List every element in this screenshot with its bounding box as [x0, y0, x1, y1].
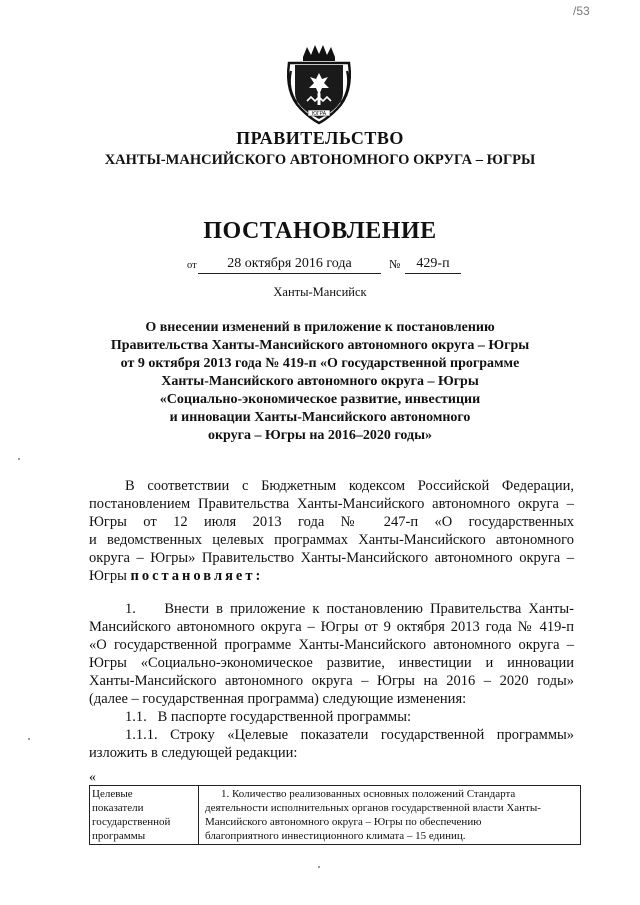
subitem-line: 1.1.1. Строку «Целевые показатели государственной программы» — [125, 727, 574, 743]
heading-line: Ханты-Мансийского автономного округа – Югры — [161, 374, 479, 389]
paragraph-line: В соответствии с Бюджетным кодексом Российской Федерации, — [125, 478, 574, 494]
item-1-paragraph — [89, 600, 574, 762]
table-row — [90, 786, 581, 845]
target-indicators-table — [89, 785, 581, 845]
scan-speck — [28, 738, 30, 740]
paragraph-line: и ведомственных целевых программах Ханты-Мансийского автономного — [89, 532, 574, 548]
paragraph-line: 1. Внести в приложение к постановлению Правительства Ханты- — [125, 601, 574, 617]
paragraph-line: Мансийского автономного округа – Югры от 9 октября 2013 года № 419-п — [89, 619, 574, 635]
value-line: деятельности исполнительных органов государственной власти Ханты- — [205, 802, 541, 814]
label-line: Целевые — [92, 788, 133, 800]
quote-open-mark: « — [89, 770, 96, 785]
heading-line: округа – Югры на 2016–2020 годы» — [207, 428, 433, 443]
paragraph-line — [89, 567, 574, 585]
label-line: программы — [92, 830, 146, 842]
document-type: ПОСТАНОВЛЕНИЕ — [203, 218, 437, 244]
paragraph-line: изложить в следующей редакции: — [89, 745, 298, 761]
document-date: 28 октября 2016 года — [198, 254, 381, 274]
table-value-cell — [199, 786, 581, 845]
date-prefix: от — [187, 260, 197, 271]
decree-word: постановляет: — [130, 568, 264, 584]
paragraph-line: Ханты-Мансийского автономного округа – Югры на 2016 – 2020 годы» — [89, 673, 574, 689]
government-subtitle: ХАНТЫ-МАНСИЙСКОГО АВТОНОМНОГО ОКРУГА – ЮГРЫ — [104, 152, 536, 168]
scan-speck — [318, 866, 320, 868]
table-label-cell — [90, 786, 199, 845]
document-number: 429-п — [405, 254, 461, 274]
number-prefix: № — [389, 257, 401, 271]
preamble-paragraph — [89, 477, 574, 585]
paragraph-line: «О государственной программе Ханты-Мансийского автономного округа – — [89, 637, 574, 653]
value-line: Мансийского автономного округа – Югры по обеспечению — [205, 816, 482, 828]
scan-speck — [18, 458, 20, 460]
paragraph-line: округа – Югры» Правительство Ханты-Мансийского автономного округа – — [89, 550, 574, 566]
document-heading — [60, 319, 580, 445]
city: Ханты-Мансийск — [273, 285, 367, 299]
paragraph-line: (далее – государственная программа) следующие изменения: — [89, 691, 467, 707]
target-indicators-table-block — [89, 771, 581, 845]
heading-line: и инновации Ханты-Мансийского автономного — [169, 410, 471, 425]
heading-line: Правительства Ханты-Мансийского автономного округа – Югры — [110, 338, 530, 353]
label-line: показатели — [92, 802, 144, 814]
label-line: государственной — [92, 816, 171, 828]
heading-line: О внесении изменений в приложение к постановлению — [145, 320, 495, 335]
value-line: 1. Количество реализованных основных положений Стандарта — [221, 788, 516, 800]
preamble-last-line-start: Югры — [89, 568, 131, 584]
emblem-caption: ЮГРА — [311, 111, 327, 117]
coat-of-arms-icon — [281, 43, 357, 127]
government-title: ПРАВИТЕЛЬСТВО — [236, 128, 404, 148]
heading-line: «Социально-экономическое развитие, инвестиции — [159, 392, 481, 407]
paragraph-line: Югры от 12 июля 2013 года № 247-п «О государственных — [89, 514, 574, 530]
date-number-line — [0, 254, 640, 276]
heading-line: от 9 октября 2013 года № 419-п «О государственной программе — [120, 356, 520, 371]
paragraph-line: Югры «Социально-экономическое развитие, инвестиции и инновации — [89, 655, 574, 671]
subitem-line: 1.1. В паспорте государственной программы: — [125, 709, 411, 725]
page-corner-mark: /53 — [573, 4, 590, 18]
value-line: благоприятного инвестиционного климата – 15 единиц. — [205, 830, 466, 842]
paragraph-line: постановлением Правительства Ханты-Мансийского автономного округа – — [89, 496, 574, 512]
